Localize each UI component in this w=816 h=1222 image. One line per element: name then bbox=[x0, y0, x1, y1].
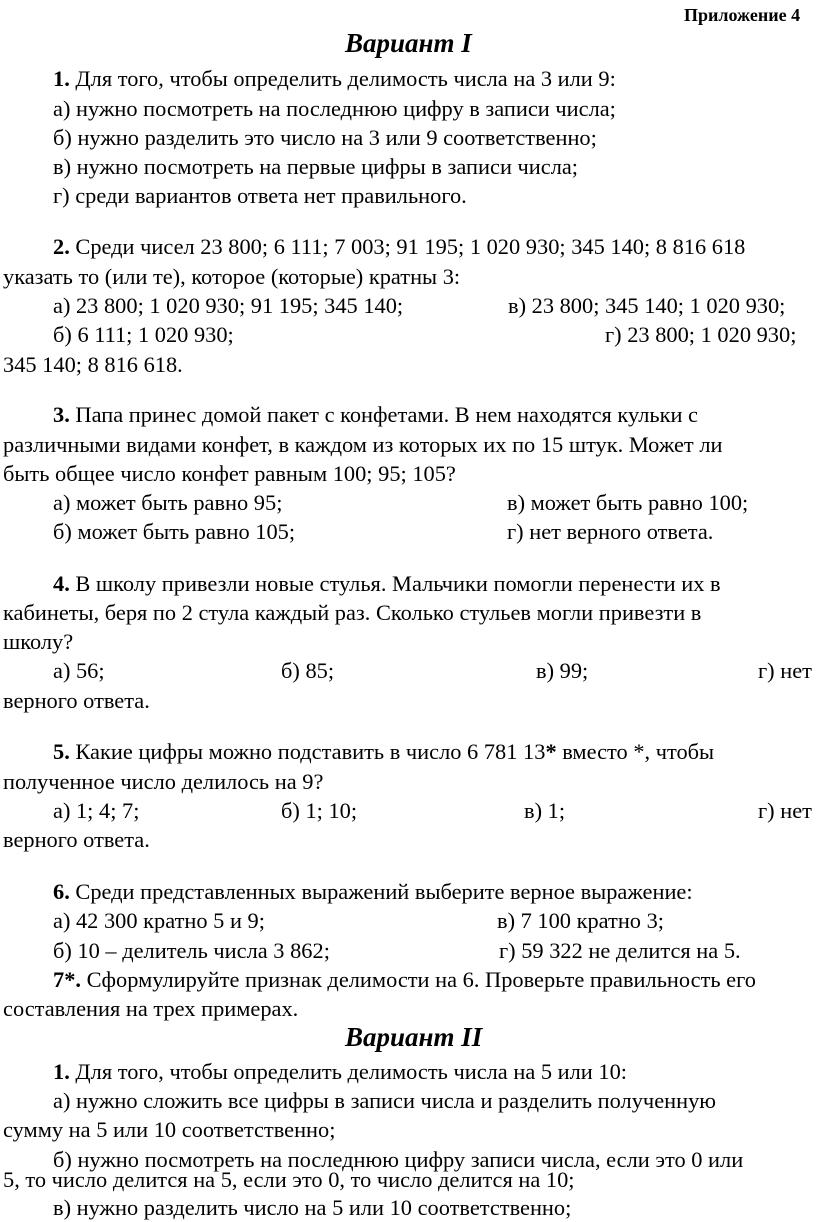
q6-option-d: г) 59 322 не делится на 5. bbox=[499, 938, 741, 963]
q2-option-b: б) 6 111; 1 020 930; bbox=[53, 322, 234, 347]
q2-text-1: Среди чисел 23 800; 6 111; 7 003; 91 195; 1 020 930; 345 140; 8 816 618 bbox=[69, 234, 746, 259]
q7-text-1: Сформулируйте признак делимости на 6. Проверьте правильность его bbox=[81, 967, 756, 992]
q7-prompt-line-1 bbox=[53, 969, 756, 991]
q7-prompt-line-2: составления на трех примерах. bbox=[3, 996, 299, 1021]
q4-option-d-cont: верного ответа. bbox=[3, 688, 150, 713]
v2-q1-prompt bbox=[53, 1061, 627, 1083]
q3-option-b: б) может быть равно 105; bbox=[53, 519, 296, 544]
q2-option-d: г) 23 800; 1 020 930; bbox=[605, 322, 797, 347]
variant-1-title: Вариант I bbox=[345, 28, 472, 58]
q3-prompt-line-3: быть общее число конфет равным 100; 95; 105? bbox=[3, 461, 456, 486]
q3-option-c: в) может быть равно 100; bbox=[507, 490, 749, 515]
q6-prompt bbox=[53, 881, 693, 903]
q6-option-c: в) 7 100 кратно 3; bbox=[497, 908, 665, 933]
q3-prompt-line-2: различными видами конфет, в каждом из которых их по 15 штук. Может ли bbox=[3, 432, 723, 457]
appendix-label: Приложение 4 bbox=[684, 5, 801, 25]
q5-text-1b: вместо *, чтобы bbox=[556, 739, 715, 764]
q4-prompt-line-3: школу? bbox=[3, 629, 74, 654]
q3-prompt-line-1 bbox=[53, 404, 698, 426]
q5-option-d: г) нет bbox=[758, 798, 812, 823]
q3-number: 3. bbox=[53, 402, 70, 427]
q1-option-c: в) нужно посмотреть на первые цифры в записи числа; bbox=[53, 154, 579, 179]
q3-option-a: а) может быть равно 95; bbox=[53, 490, 283, 515]
q1-option-a: а) нужно посмотреть на последнюю цифру в записи числа; bbox=[53, 96, 616, 121]
q4-prompt-line-1 bbox=[53, 573, 721, 595]
q2-number: 2. bbox=[53, 234, 70, 259]
q1-option-d: г) среди вариантов ответа нет правильного. bbox=[53, 183, 467, 208]
v2-q1-number: 1. bbox=[53, 1059, 70, 1084]
q1-prompt bbox=[53, 68, 616, 90]
q5-option-b: б) 1; 10; bbox=[281, 798, 358, 823]
q1-number: 1. bbox=[53, 66, 70, 91]
v2-q1-option-b-line-2: 5, то число делится на 5, если это 0, то число делится на 10; bbox=[3, 1167, 575, 1192]
q4-option-a: а) 56; bbox=[53, 658, 105, 683]
q5-option-c: в) 1; bbox=[524, 798, 566, 823]
q5-option-a: а) 1; 4; 7; bbox=[53, 798, 140, 823]
q2-option-c: в) 23 800; 345 140; 1 020 930; bbox=[508, 293, 786, 318]
q3-text-1: Папа принес домой пакет с конфетами. В нем находятся кульки с bbox=[69, 402, 698, 427]
q6-text: Среди представленных выражений выберите верное выражение: bbox=[69, 879, 693, 904]
q6-number: 6. bbox=[53, 879, 70, 904]
v2-q1-option-b-line-1: б) нужно посмотреть на последнюю цифру записи числа, если это 0 или bbox=[53, 1147, 744, 1172]
q7-number: 7*. bbox=[53, 967, 81, 992]
q4-prompt-line-2: кабинеты, беря по 2 стула каждый раз. Сколько стульев могли привезти в bbox=[3, 600, 702, 625]
q4-option-d: г) нет bbox=[758, 658, 812, 683]
q5-star: * bbox=[545, 739, 557, 764]
q6-option-b: б) 10 – делитель числа 3 862; bbox=[53, 938, 330, 963]
q4-number: 4. bbox=[53, 571, 70, 596]
q5-prompt-line-1 bbox=[53, 741, 714, 763]
q5-prompt-line-2: полученное число делилось на 9? bbox=[3, 769, 324, 794]
q5-option-d-cont: верного ответа. bbox=[3, 827, 150, 852]
v2-q1-option-a-line-2: сумму на 5 или 10 соответственно; bbox=[3, 1117, 336, 1142]
q2-prompt-line-2: указать то (или те), которое (которые) кратны 3: bbox=[3, 264, 461, 289]
q5-number: 5. bbox=[53, 739, 70, 764]
q1-text: Для того, чтобы определить делимость числа на 3 или 9: bbox=[69, 66, 616, 91]
v2-q1-text: Для того, чтобы определить делимость числа на 5 или 10: bbox=[69, 1059, 628, 1084]
v2-q1-option-c: в) нужно разделить число на 5 или 10 соответственно; bbox=[53, 1195, 572, 1220]
q3-option-d: г) нет верного ответа. bbox=[507, 519, 714, 544]
q2-option-d-cont: 345 140; 8 816 618. bbox=[3, 352, 183, 377]
q4-option-b: б) 85; bbox=[281, 658, 335, 683]
q6-option-a: а) 42 300 кратно 5 и 9; bbox=[53, 908, 265, 933]
q1-option-b: б) нужно разделить это число на 3 или 9 соответственно; bbox=[53, 125, 597, 150]
q2-option-a: а) 23 800; 1 020 930; 91 195; 345 140; bbox=[53, 293, 404, 318]
q5-text-1a: Какие цифры можно подставить в число 6 781 13 bbox=[69, 739, 546, 764]
q4-option-c: в) 99; bbox=[536, 658, 589, 683]
v2-q1-option-a-line-1: а) нужно сложить все цифры в записи числа и разделить полученную bbox=[53, 1088, 717, 1113]
q2-prompt-line-1 bbox=[53, 236, 745, 258]
variant-2-title: Вариант II bbox=[345, 1022, 483, 1052]
q4-text-1: В школу привезли новые стулья. Мальчики помогли перенести их в bbox=[69, 571, 721, 596]
